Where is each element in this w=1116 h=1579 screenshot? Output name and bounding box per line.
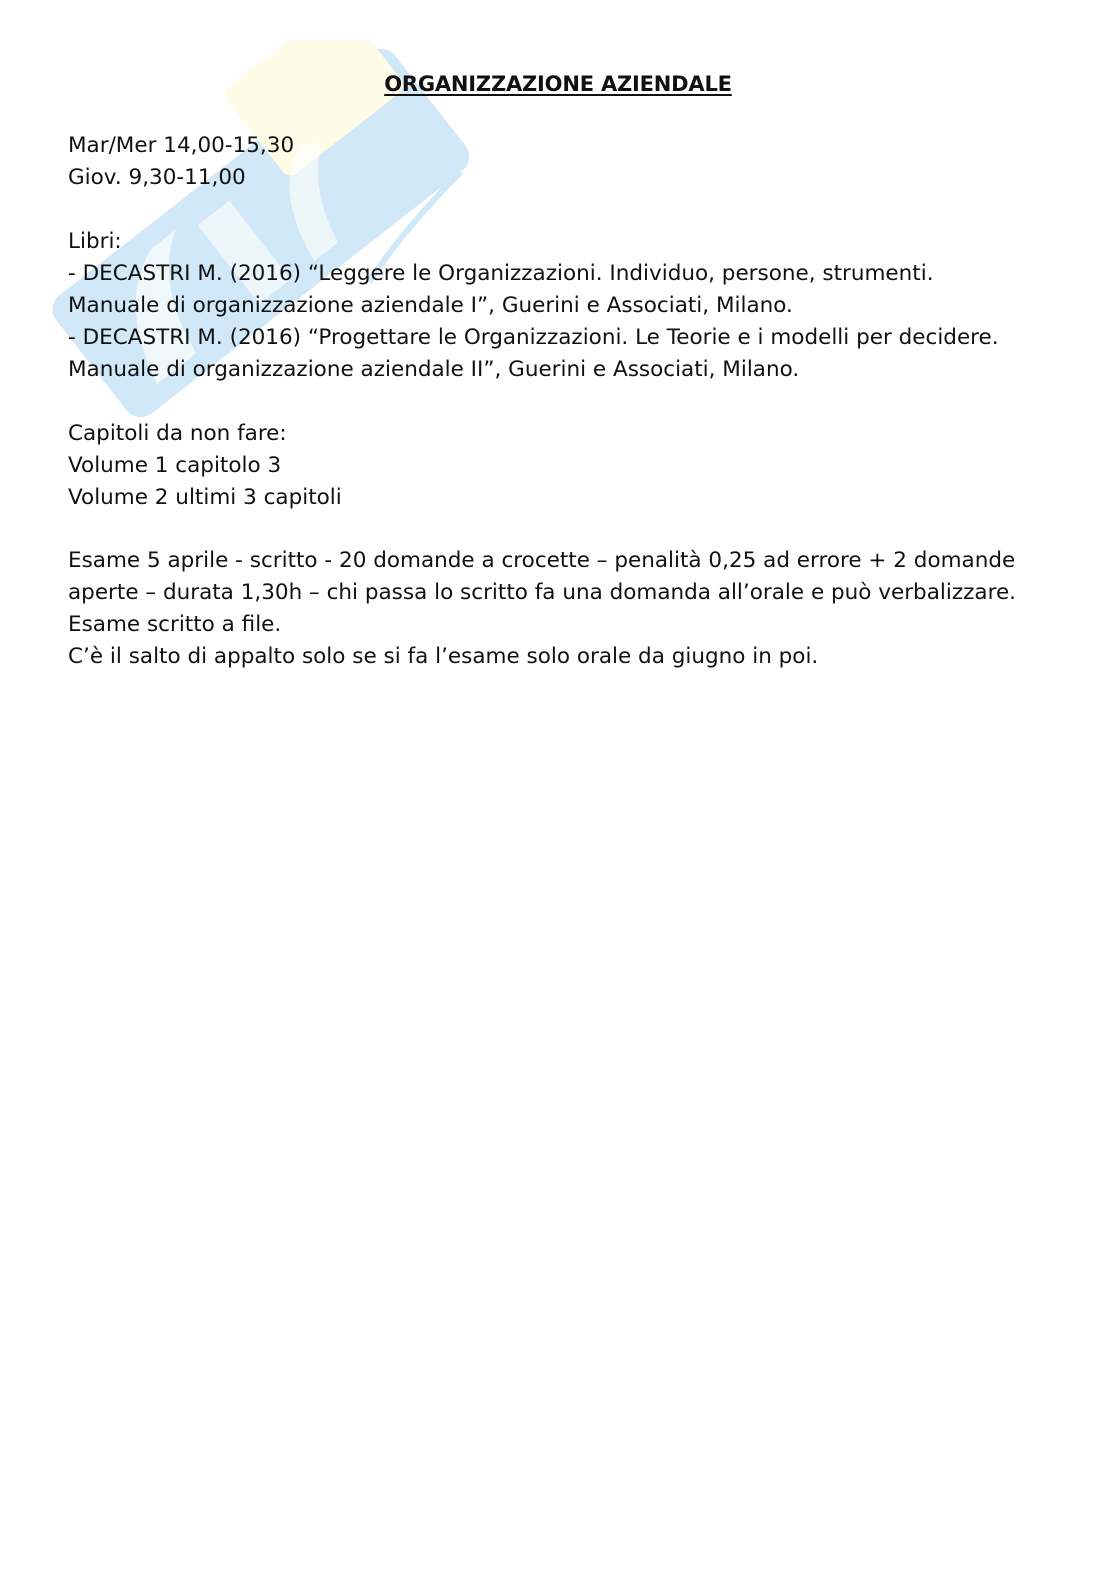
exam-block — [68, 545, 1058, 673]
exam-line: Esame scritto a file. — [68, 612, 282, 637]
exam-line: aperte – durata 1,30h – chi passa lo scritto fa una domanda all’orale e può verbalizzare. — [68, 580, 1017, 605]
books-block — [68, 226, 1058, 386]
books-heading: Libri: — [68, 229, 122, 254]
chapter-line: Volume 1 capitolo 3 — [68, 453, 282, 478]
book-line: - DECASTRI M. (2016) “Leggere le Organizzazioni. Individuo, persone, strumenti. — [68, 261, 934, 286]
exam-line: C’è il salto di appalto solo se si fa l’esame solo orale da giugno in poi. — [68, 644, 819, 669]
chapters-block — [68, 418, 1058, 514]
chapter-line: Volume 2 ultimi 3 capitoli — [68, 485, 342, 510]
exam-line: Esame 5 aprile - scritto - 20 domande a crocette – penalità 0,25 ad errore + 2 domande — [68, 548, 1016, 573]
schedule-block — [68, 130, 1058, 194]
book-line: Manuale di organizzazione aziendale I”, Guerini e Associati, Milano. — [68, 293, 793, 318]
schedule-line: Mar/Mer 14,00-15,30 — [68, 133, 295, 158]
book-line: - DECASTRI M. (2016) “Progettare le Organizzazioni. Le Teorie e i modelli per decidere. — [68, 325, 999, 350]
document-title: ORGANIZZAZIONE AZIENDALE — [384, 72, 732, 96]
chapters-heading: Capitoli da non fare: — [68, 421, 287, 446]
book-line: Manuale di organizzazione aziendale II”, Guerini e Associati, Milano. — [68, 357, 800, 382]
schedule-line: Giov. 9,30-11,00 — [68, 165, 246, 190]
